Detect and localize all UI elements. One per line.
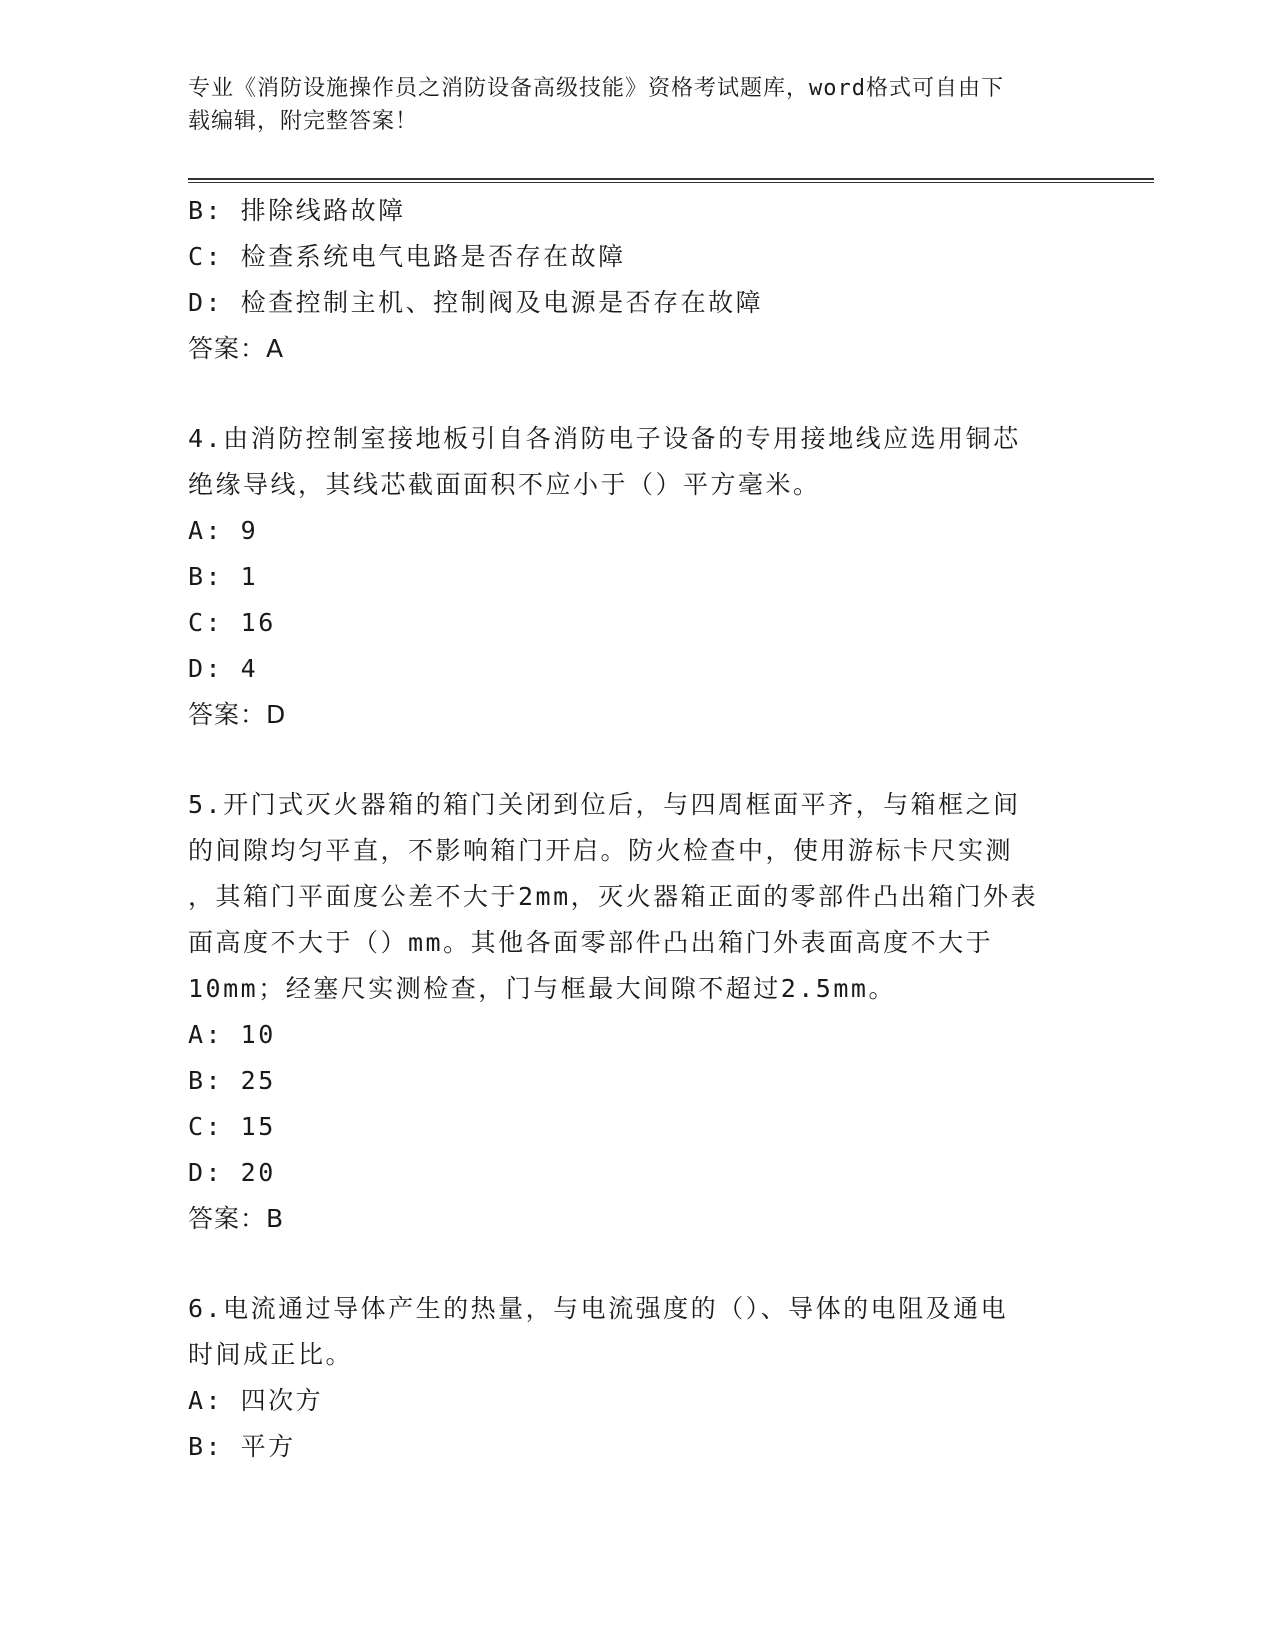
option-a: A: 四次方	[188, 1386, 324, 1415]
question-5	[188, 782, 1088, 1242]
question-text-line: 的间隙均匀平直，不影响箱门开启。防火检查中，使用游标卡尺实测	[188, 836, 1014, 865]
question-6	[188, 1286, 1088, 1470]
option-c: C: 16	[188, 608, 276, 637]
option-a: A: 10	[188, 1020, 276, 1049]
question-text-line: ，其箱门平面度公差不大于2mm，灭火器箱正面的零部件凸出箱门外表	[188, 882, 1039, 911]
answer-line: 答案：B	[188, 1204, 285, 1233]
option-b: B: 1	[188, 562, 259, 591]
option-c: C: 15	[188, 1112, 276, 1141]
document-header	[188, 72, 1088, 138]
answer-line: 答案：D	[188, 700, 287, 729]
document-page	[188, 0, 1088, 1650]
question-text-line: 绝缘导线，其线芯截面面积不应小于（）平方毫米。	[188, 470, 821, 499]
option-d: D: 检查控制主机、控制阀及电源是否存在故障	[188, 288, 764, 317]
option-b: B: 平方	[188, 1432, 296, 1461]
answer-line: 答案：A	[188, 334, 285, 363]
option-d: D: 20	[188, 1158, 276, 1187]
option-a: A: 9	[188, 516, 259, 545]
question-text-line: 5.开门式灭火器箱的箱门关闭到位后，与四周框面平齐，与箱框之间	[188, 790, 1021, 819]
question-content	[188, 188, 1088, 1470]
question-text-line: 10mm；经塞尺实测检查，门与框最大间隙不超过2.5mm。	[188, 974, 896, 1003]
question-4	[188, 416, 1088, 738]
option-d: D: 4	[188, 654, 259, 683]
option-c: C: 检查系统电气电路是否存在故障	[188, 242, 626, 271]
question-text-line: 4.由消防控制室接地板引自各消防电子设备的专用接地线应选用铜芯	[188, 424, 1021, 453]
question-text-line: 时间成正比。	[188, 1340, 354, 1369]
question-3	[188, 188, 1088, 372]
header-line-1: 专业《消防设施操作员之消防设备高级技能》资格考试题库，word格式可自由下	[188, 76, 1004, 101]
header-divider	[188, 178, 1154, 183]
option-b: B: 排除线路故障	[188, 196, 406, 225]
option-b: B: 25	[188, 1066, 276, 1095]
question-text-line: 面高度不大于（）mm。其他各面零部件凸出箱门外表面高度不大于	[188, 928, 994, 957]
header-line-2: 载编辑，附完整答案！	[188, 109, 419, 134]
question-text-line: 6.电流通过导体产生的热量，与电流强度的（）、导体的电阻及通电	[188, 1294, 1009, 1323]
